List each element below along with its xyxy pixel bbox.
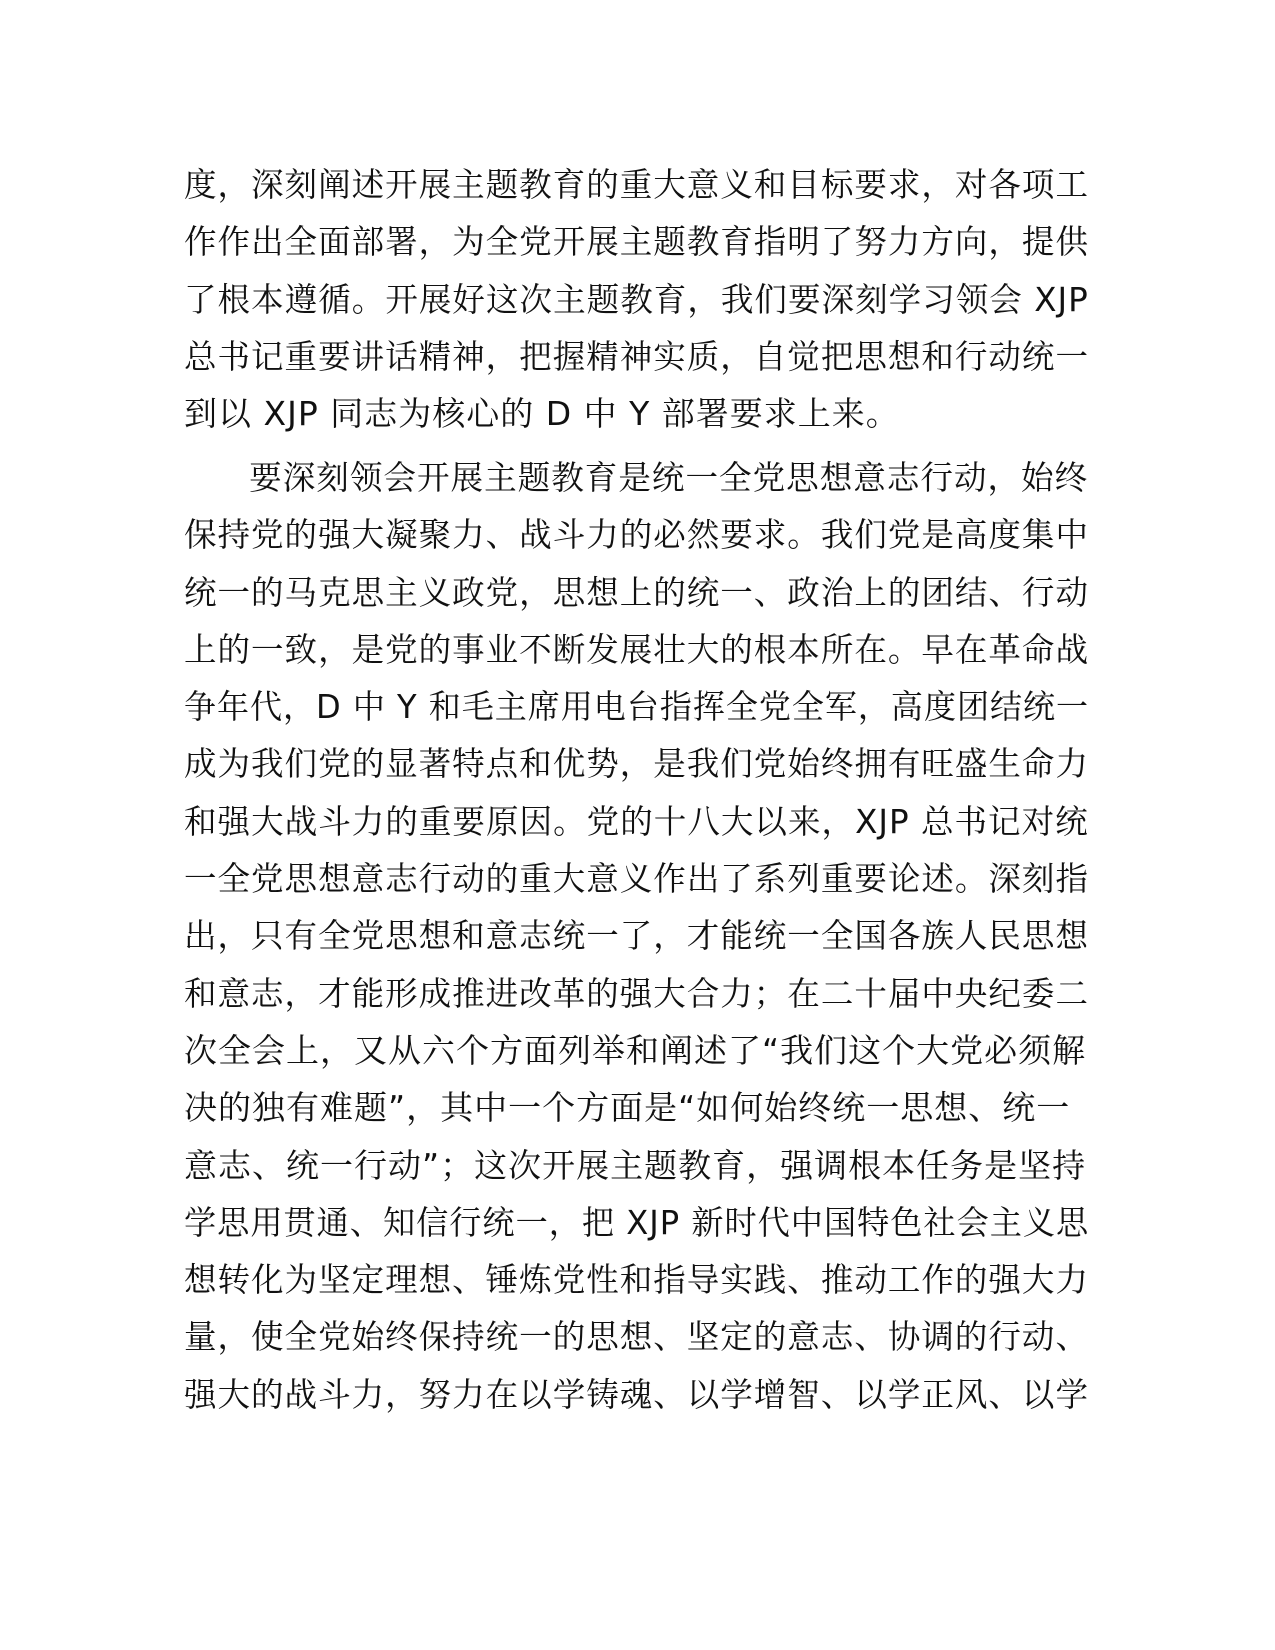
text-line-first-indented: 要深刻领会开展主题教育是统一全党思想意志行动，始终 bbox=[249, 458, 1089, 497]
paragraph-1 bbox=[184, 156, 1089, 442]
text-line: 一全党思想意志行动的重大意义作出了系列重要论述。深刻指 bbox=[184, 859, 1089, 899]
text-line: 量，使全党始终保持统一的思想、坚定的意志、协调的行动、 bbox=[184, 1317, 1089, 1357]
text-line: 度，深刻阐述开展主题教育的重大意义和目标要求，对各项工 bbox=[184, 165, 1089, 204]
text-line: 总书记重要讲话精神，把握精神实质，自觉把思想和行动统一 bbox=[184, 336, 1089, 376]
text-line: 学思用贯通、知信行统一，把 XJP 新时代中国特色社会主义思 bbox=[184, 1202, 1090, 1242]
text-line: 成为我们党的显著特点和优势，是我们党始终拥有旺盛生命力 bbox=[184, 744, 1089, 784]
text-line: 统一的马克思主义政党，思想上的统一、政治上的团结、行动 bbox=[184, 572, 1089, 612]
text-line: 想转化为坚定理想、锤炼党性和指导实践、推动工作的强大力 bbox=[184, 1260, 1089, 1300]
text-line: 了根本遵循。开展好这次主题教育，我们要深刻学习领会 XJP bbox=[184, 279, 1089, 319]
text-line: 意志、统一行动”；这次开展主题教育，强调根本任务是坚持 bbox=[184, 1145, 1087, 1185]
text-line: 出，只有全党思想和意志统一了，才能统一全国各族人民思想 bbox=[184, 916, 1089, 956]
paragraph-2 bbox=[184, 449, 1089, 1423]
text-line: 保持党的强大凝聚力、战斗力的必然要求。我们党是高度集中 bbox=[184, 515, 1089, 555]
text-line: 次全会上，又从六个方面列举和阐述了“我们这个大党必须解 bbox=[184, 1030, 1087, 1070]
text-line: 到以 XJP 同志为核心的 D 中 Y 部署要求上来。 bbox=[184, 394, 900, 434]
text-line: 争年代，D 中 Y 和毛主席用电台指挥全党全军，高度团结统一 bbox=[184, 687, 1090, 727]
text-line: 决的独有难题”，其中一个方面是“如何始终统一思想、统一 bbox=[184, 1088, 1071, 1128]
text-line: 和意志，才能形成推进改革的强大合力；在二十届中央纪委二 bbox=[184, 973, 1089, 1013]
text-line: 和强大战斗力的重要原因。党的十八大以来，XJP 总书记对统 bbox=[184, 801, 1089, 841]
text-line: 上的一致，是党的事业不断发展壮大的根本所在。早在革命战 bbox=[184, 629, 1089, 669]
text-line: 作作出全面部署，为全党开展主题教育指明了努力方向，提供 bbox=[184, 222, 1089, 262]
text-line: 强大的战斗力，努力在以学铸魂、以学增智、以学正风、以学 bbox=[184, 1374, 1089, 1414]
